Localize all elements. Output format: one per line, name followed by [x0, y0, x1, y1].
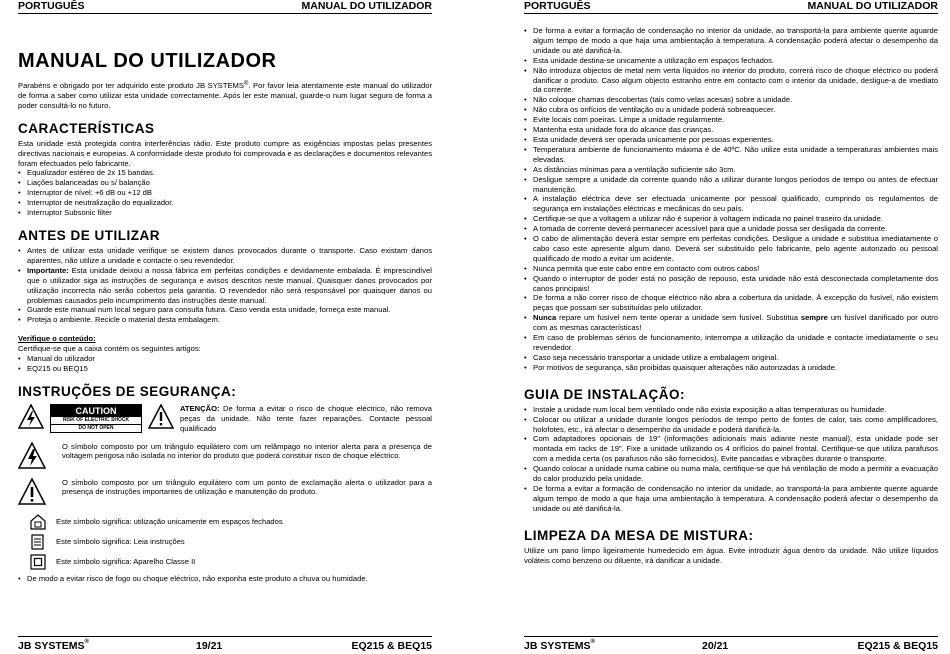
header-language: PORTUGUÊS — [524, 0, 591, 12]
bolt-symbol-text: O símbolo composto por um triângulo equilátero com um relâmpago no interior alerta para a presença de voltagem perigosa não isolada no interior do produto que poderá constituir risco de choque eléctrico. — [62, 441, 432, 461]
list-item: • Quando colocar a unidade numa cabine ou numa mala, certifique-se que há ventilação de modo a permitir a evacuação do calor produzido pela unidade. — [533, 464, 938, 484]
before-use-heading: ANTES DE UTILIZAR — [18, 227, 160, 243]
indoor-use-icon — [30, 514, 46, 530]
indoor-symbol-text: Este símbolo significa: utilização unicamente em espaços fechados — [56, 516, 283, 526]
caution-row — [18, 404, 432, 434]
list-item: • Manual do utilizador — [27, 354, 432, 364]
verify-list — [18, 354, 432, 374]
class-ii-icon — [30, 554, 46, 570]
header-title: MANUAL DO UTILIZADOR — [807, 0, 938, 12]
page-footer — [524, 640, 938, 653]
verify-heading — [18, 334, 432, 344]
list-item: • Liações balanceadas ou s/ balanção — [27, 178, 432, 188]
lightning-warning-icon — [18, 404, 44, 430]
installation-heading: GUIA DE INSTALAÇÃO: — [524, 386, 685, 402]
footer-model: EQ215 & BEQ15 — [857, 640, 938, 652]
cleaning-paragraph: Utilize um pano limpo ligeiramente humedecido em água. Evite introduzir água dentro da unidade. Não utilize líquidos voláteis como benzeno ou diluente, irá danificar a unidade. — [524, 545, 938, 565]
registered-mark: ® — [590, 639, 595, 645]
important-label: Importante: — [27, 265, 69, 275]
list-item: • Antes de utilizar esta unidade verifique se existem danos provocados durante o transporte. Caso existam danos aparentes, não utilize a unidade e contacte o seu revendedor. — [27, 246, 432, 266]
header-language: PORTUGUÊS — [18, 0, 85, 12]
attention-label: ATENÇÃO: — [180, 403, 220, 413]
footer-rule — [18, 636, 432, 637]
list-item: • De forma a evitar a formação de condensação no interior da unidade, ao transportá-la para ambiente quente aguarde algum tempo de modo a que haja uma ambientação à temperatura. A condensação poderá afectar o desempenho da unidade ou até danificá-la. — [533, 484, 938, 514]
header-rule — [524, 13, 938, 14]
features-list — [18, 168, 432, 218]
list-item: • Nunca permita que este cabo entre em contacto com outros cabos! — [533, 264, 938, 274]
header-rule — [18, 13, 432, 14]
read-symbol-row — [18, 534, 432, 550]
list-item: • O cabo de alimentação deverá estar sempre em perfeitas condições. Desligue a unidade e substitua imediatamente o cabo caso este apresente algum dano. Deverá ser substituído pelo fabricante, pelo agente autorizado ou pessoal qualificado de modo a evitar um acidente. — [533, 234, 938, 264]
list-item: • Interruptor de neutralização do equalizador. — [27, 198, 432, 208]
before-use-list — [18, 246, 432, 325]
page-footer — [18, 640, 432, 653]
exclamation-triangle-icon — [18, 478, 56, 506]
list-item: • Certifique-se que a voltagem a utilizar não é superior à voltagem indicada no painel traseiro da unidade. — [533, 214, 938, 224]
class2-symbol-row — [18, 554, 432, 570]
registered-mark: ® — [243, 81, 249, 87]
list-item — [533, 313, 938, 333]
read-instructions-icon — [30, 534, 46, 550]
footer-model: EQ215 & BEQ15 — [351, 640, 432, 652]
caution-label-graphic — [18, 404, 174, 433]
fuse-never: Nunca — [533, 313, 557, 323]
list-item: • De forma a não correr risco de choque eléctrico não abra a cobertura da unidade. À excepção do fusível, não existem peças que possam ser substituídas pelo utilizador. — [533, 293, 938, 313]
list-item: • A instalação eléctrica deve ser efectuada unicamente por pessoal qualificado, cumprindo os regulamentos de segurança em instalações eléctricas e mecânicas do seu país. — [533, 194, 938, 214]
class2-symbol-text: Este símbolo significa: Aparelho Classe II — [56, 556, 196, 566]
list-item: • Interruptor de nível: +6 dB ou +12 dB — [27, 188, 432, 198]
page-body — [18, 20, 432, 583]
lightning-triangle-icon — [18, 442, 56, 470]
attention-text: De forma a evitar o risco de choque eléctrico, não remova peças da unidade. Não tente fazer reparações. Contacte pessoal qualificado — [180, 403, 432, 433]
features-heading: CARACTERÍSTICAS — [18, 120, 155, 136]
caution-box — [50, 404, 142, 433]
intro-text-b: . Por favor leia atentamente este manual do utilizador de forma a saber como utilizar esta unidade correctamente. Após ler este manual, guarde-o num lugar seguro de forma a poder consultá-lo no futuro. — [18, 81, 432, 110]
list-item: • Mantenha esta unidade fora do alcance das crianças. — [533, 125, 938, 135]
list-item — [27, 266, 432, 306]
caution-title: CAUTION — [51, 405, 141, 417]
list-item: • A tomada de corrente deverá permanecer acessível para que a unidade possa ser desligada da corrente. — [533, 224, 938, 234]
footer-brand — [18, 640, 89, 652]
intro-text-a: Parabéns e obrigado por ter adquirido este produto JB SYSTEMS — [18, 81, 244, 90]
installation-list — [524, 405, 938, 514]
brand-text: JB SYSTEMS — [524, 640, 591, 652]
page-number: 19/21 — [196, 640, 223, 652]
cleaning-heading: LIMPEZA DA MESA DE MISTURA: — [524, 527, 754, 543]
list-item: • Quando o interruptor de poder está no posição de repouso, esta unidade não está desconectada completamente dos canos principais! — [533, 274, 938, 294]
page-header — [524, 0, 938, 13]
list-item: • Por motivos de segurança, são proibidas quaisquer alterações não autorizadas à unidade. — [533, 363, 938, 373]
list-item: • Guarde este manual num local seguro para consulta futura. Caso venda esta unidade, forneça este manual. — [27, 305, 432, 315]
list-item: • Não coloque chamas descobertas (tais como velas acesas) sobre a unidade. — [533, 95, 938, 105]
page-header — [18, 0, 432, 13]
manual-title: MANUAL DO UTILIZADOR — [18, 50, 277, 72]
exclamation-symbol-row — [18, 478, 432, 506]
verify-title: Verifique o conteúdo: — [18, 334, 96, 344]
list-item: • Instale a unidade num local bem ventilado onde não exista exposição a altas temperaturas ou humidade. — [533, 405, 938, 415]
list-item: • Em caso de problemas sérios de funcionamento, interrompa a utilização da unidade e contacte imediatamente o seu revendedor. — [533, 333, 938, 353]
list-item: • Esta unidade deverá ser operada unicamente por pessoas experientes. — [533, 135, 938, 145]
list-item: • As distâncias mínimas para a ventilação suficiente são 3cm. — [533, 165, 938, 175]
caution-subtitle-2: DO NOT OPEN — [51, 424, 141, 432]
safety-heading: INSTRUÇÕES DE SEGURANÇA: — [18, 383, 237, 399]
list-item: • De forma a evitar a formação de condensação no interior da unidade, ao transportá-la para ambiente quente aguarde algum tempo de modo a que haja uma ambientação à temperatura. A condensação poderá afectar o desempenho da unidade ou até danificá-la. — [533, 26, 938, 56]
list-item: • Equalizador estéreo de 2x 15 bandas. — [27, 168, 432, 178]
fuse-text-1: repare um fusível nem tente operar a unidade sem fusível. Substitua — [556, 313, 801, 323]
list-item: • Caso seja necessário transportar a unidade utilize a embalagem original. — [533, 353, 938, 363]
list-item: • Colocar ou utilizar a unidade durante longos períodos de tempo perto de fontes de calor, tais como amplificadores, holofotes, etc., irá afectar o desempenho da unidade e poderá danificá-la. — [533, 415, 938, 435]
footer-brand — [524, 640, 595, 652]
registered-mark: ® — [84, 639, 89, 645]
important-text: Esta unidade deixou a nossa fábrica em perfeitas condições e devidamente embalada. É imprescindível que o utilizador siga as instruções de segurança e avisos descritos neste manual. Quaisquer danos provocados por utilização incorrecta não serão cobertos pela garantia. O revendedor não será responsável por quaisquer danos ou problemas causados pelo incumprimento das instruções deste manual. — [27, 265, 432, 305]
fuse-text-2: um fusível danificado por outro com as mesmas características! — [533, 313, 938, 333]
page-number: 20/21 — [702, 640, 729, 652]
footer-rule — [524, 636, 938, 637]
list-item: • EQ215 ou BEQ15 — [27, 364, 432, 374]
list-item: • De modo a evitar risco de fogo ou choque eléctrico, não exponha este produto a chuva ou humidade. — [27, 574, 432, 584]
attention-paragraph — [180, 404, 432, 434]
verify-paragraph: Certifique-se que a caixa contém os seguintes artigos: — [18, 344, 201, 354]
fire-note-list — [18, 574, 432, 584]
list-item: • Evite locais com poeiras. Limpe a unidade regularmente. — [533, 115, 938, 125]
list-item: • Proteja o ambiente. Recicle o material desta embalagem. — [27, 315, 432, 325]
list-item: • Com adaptadores opcionais de 19" (informações adicionais mais adiante neste manual), esta unidade pode ser montada em racks de 19". Fixe a unidade utilizando os 4 orifícios do painel frontal. Certifique-se que utiliza parafusos com a medida certa (os parafusos não são fornecidos). Evite pancadas e vibrações durante o transporte. — [533, 434, 938, 464]
header-title: MANUAL DO UTILIZADOR — [301, 0, 432, 12]
read-symbol-text: Este símbolo significa: Leia instruções — [56, 536, 185, 546]
bolt-symbol-row — [18, 442, 432, 470]
brand-text: JB SYSTEMS — [18, 640, 85, 652]
list-item: • Não cubra os orifícios de ventilação ou a unidade poderá sobreaquecer. — [533, 105, 938, 115]
intro-paragraph — [18, 81, 432, 111]
list-item: • Não introduza objectos de metal nem verta líquidos no interior do produto, correrá risco de choque eléctrico ou poderá danificar o produto. Caso algum objecto estranho entre em contacto com o interior da unidade, desligue-a de imediato da corrente. — [533, 66, 938, 96]
page-body — [524, 26, 938, 566]
exclamation-symbol-text: O símbolo composto por um triângulo equilátero com um ponto de exclamação alerta o utilizador para a presença de instruções importantes de utilização e manutenção do produto. — [62, 477, 432, 497]
page-20 — [524, 0, 938, 654]
list-item: • Temperatura ambiente de funcionamento máxima é de 40ºC. Não utilize esta unidade a temperaturas ambientes mais elevadas. — [533, 145, 938, 165]
list-item: • Esta unidade destina-se unicamente a utilização em espaços fechados. — [533, 56, 938, 66]
list-item: • Interruptor Subsonic filter — [27, 208, 432, 218]
exclamation-warning-icon — [148, 404, 174, 430]
indoor-symbol-row — [18, 514, 432, 530]
fuse-always: sempre — [800, 313, 828, 323]
features-paragraph: Esta unidade está protegida contra interferências rádio. Este produto cumpre as exigências impostas pelas presentes directivas nacionais e europeias. A conformidade deste produto foi comprovada e as declarações e documentos relevantes foram efectuados pelo fabricante. — [18, 138, 432, 168]
safety-list — [524, 26, 938, 373]
caution-subtitle: RISK OF ELECTRIC SHOCK — [62, 416, 130, 423]
page-19 — [18, 0, 432, 654]
list-item: • Desligue sempre a unidade da corrente quando não a utilizar durante longos períodos de tempo ou antes de efectuar manutenção. — [533, 175, 938, 195]
